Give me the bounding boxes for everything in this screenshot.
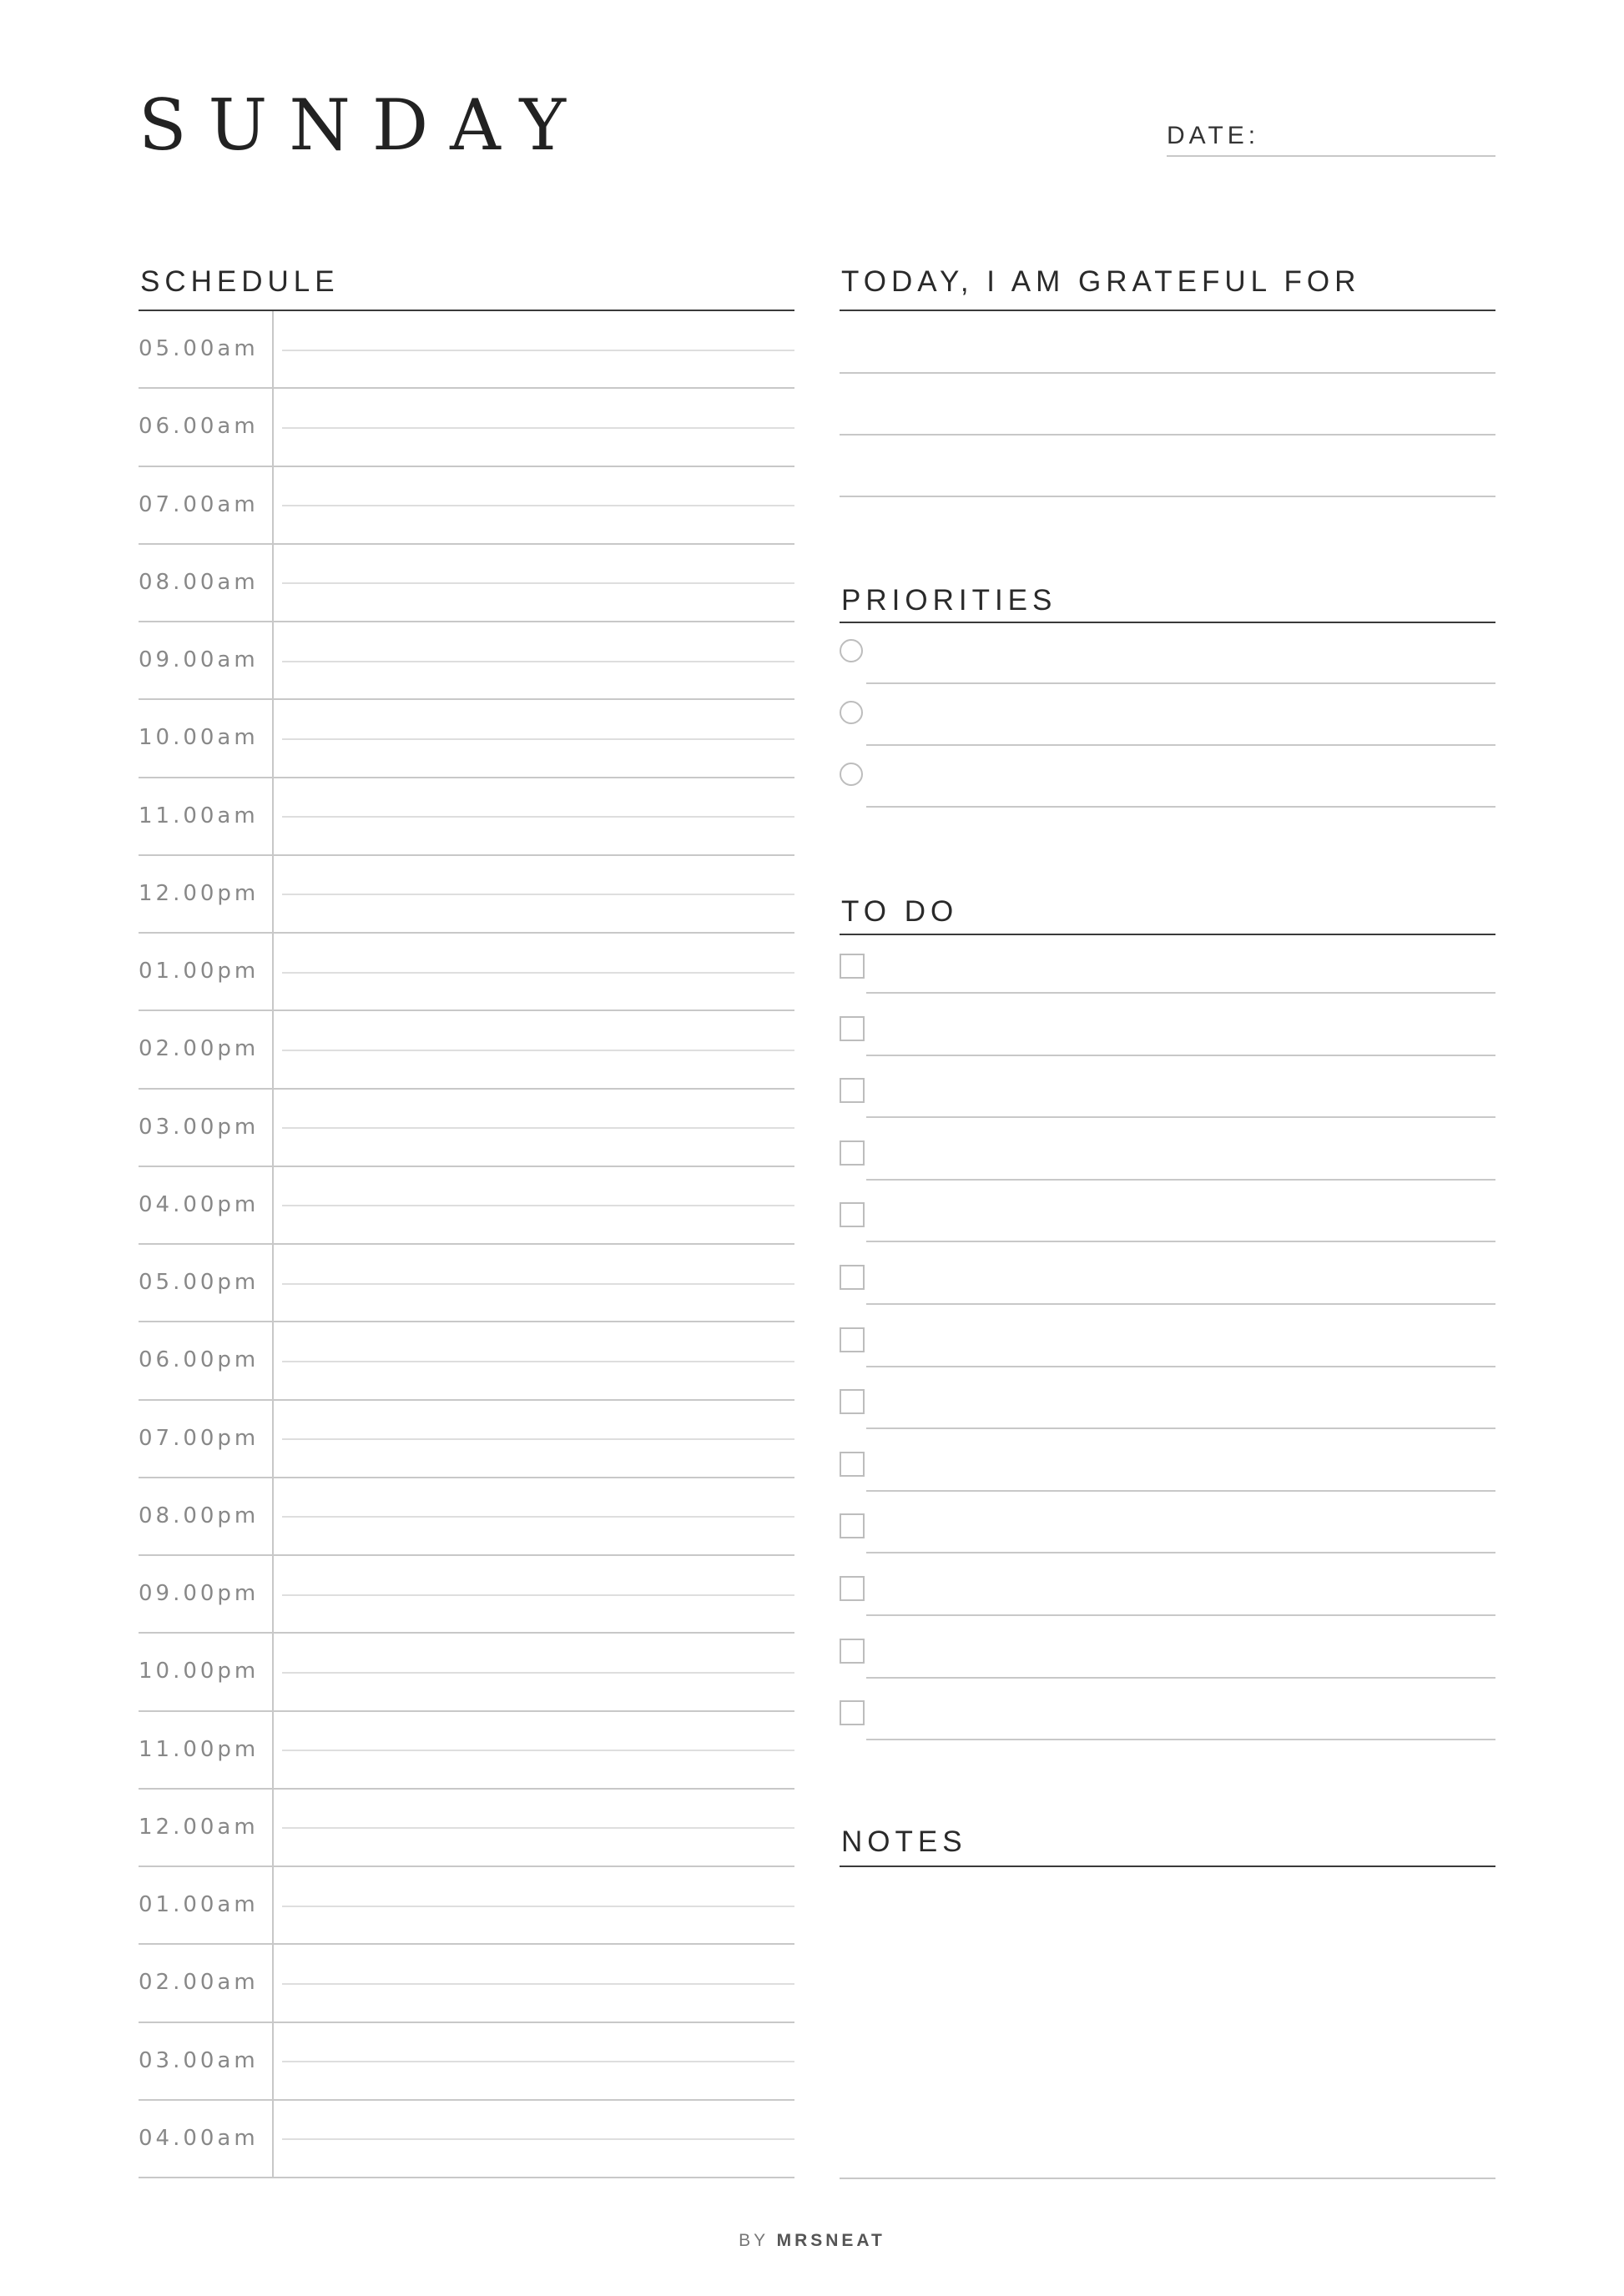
schedule-heading: SCHEDULE: [139, 265, 794, 311]
slot-half-line: [282, 1516, 794, 1518]
slot-half-line: [282, 582, 794, 584]
schedule-grid: [139, 311, 794, 2178]
slot-half-line: [282, 661, 794, 662]
todo-line[interactable]: [866, 1614, 1495, 1616]
slot-time-label: 08.00am: [139, 569, 259, 595]
slot-time-label: 02.00am: [139, 1970, 259, 1996]
schedule-slot[interactable]: [139, 467, 794, 545]
schedule-slot[interactable]: [139, 700, 794, 778]
slot-half-line: [282, 1672, 794, 1674]
date-label: DATE:: [1167, 122, 1260, 149]
todo-line[interactable]: [866, 1427, 1495, 1429]
slot-time-label: 05.00pm: [139, 1270, 260, 1295]
todo-checkbox[interactable]: [840, 1639, 865, 1664]
todo-line[interactable]: [866, 1739, 1495, 1740]
slot-time-label: 12.00am: [139, 1814, 259, 1840]
priority-line[interactable]: [866, 682, 1495, 684]
slot-time-label: 07.00pm: [139, 1425, 260, 1451]
schedule-slot[interactable]: [139, 2023, 794, 2101]
schedule-slot[interactable]: [139, 1790, 794, 1867]
schedule-slot[interactable]: [139, 622, 794, 700]
slot-half-line: [282, 427, 794, 429]
notes-heading: NOTES: [840, 1825, 1495, 1867]
slot-half-line: [282, 894, 794, 895]
slot-half-line: [282, 1906, 794, 1907]
slot-half-line: [282, 1438, 794, 1440]
slot-half-line: [282, 1205, 794, 1206]
slot-time-label: 04.00pm: [139, 1191, 260, 1217]
schedule-slot[interactable]: [139, 934, 794, 1011]
todo-checkbox[interactable]: [840, 1700, 865, 1725]
slot-time-label: 03.00am: [139, 2047, 259, 2073]
slot-half-line: [282, 1127, 794, 1129]
slot-half-line: [282, 1361, 794, 1362]
slot-half-line: [282, 816, 794, 818]
priority-circle-icon[interactable]: [840, 701, 863, 724]
todo-checkbox[interactable]: [840, 1078, 865, 1103]
priority-line[interactable]: [866, 744, 1495, 746]
todo-checkbox[interactable]: [840, 1452, 865, 1477]
schedule-slot[interactable]: [139, 1401, 794, 1478]
schedule-slot[interactable]: [139, 1712, 794, 1790]
slot-time-label: 11.00am: [139, 803, 259, 828]
slot-half-line: [282, 1050, 794, 1051]
slot-time-label: 09.00pm: [139, 1581, 260, 1606]
slot-half-line: [282, 505, 794, 506]
slot-half-line: [282, 2061, 794, 2062]
todo-line[interactable]: [866, 1677, 1495, 1679]
slot-time-label: 04.00am: [139, 2125, 259, 2151]
todo-line[interactable]: [866, 992, 1495, 994]
schedule-slot[interactable]: [139, 1090, 794, 1167]
priorities-heading: PRIORITIES: [840, 584, 1495, 623]
priority-circle-icon[interactable]: [840, 639, 863, 662]
grateful-line[interactable]: [840, 434, 1495, 436]
slot-half-line: [282, 738, 794, 740]
schedule-slot[interactable]: [139, 1167, 794, 1245]
schedule-slot[interactable]: [139, 1322, 794, 1400]
grateful-line[interactable]: [840, 372, 1495, 374]
slot-half-line: [282, 1750, 794, 1751]
slot-half-line: [282, 972, 794, 974]
schedule-slot[interactable]: [139, 311, 794, 389]
schedule-slot[interactable]: [139, 2101, 794, 2178]
schedule-slot[interactable]: [139, 778, 794, 856]
todo-line[interactable]: [866, 1116, 1495, 1118]
slot-half-line: [282, 1983, 794, 1985]
todo-checkbox[interactable]: [840, 1576, 865, 1601]
slot-time-label: 10.00pm: [139, 1659, 260, 1684]
todo-checkbox[interactable]: [840, 1140, 865, 1166]
slot-time-label: 01.00pm: [139, 959, 260, 984]
todo-checkbox[interactable]: [840, 954, 865, 979]
todo-line[interactable]: [866, 1303, 1495, 1305]
slot-time-label: 05.00am: [139, 336, 259, 361]
slot-time-label: 11.00pm: [139, 1736, 260, 1762]
notes-area[interactable]: [840, 1869, 1495, 2174]
footer-brand: MRSNEAT: [776, 2231, 885, 2250]
todo-line[interactable]: [866, 1490, 1495, 1492]
slot-time-label: 06.00pm: [139, 1347, 260, 1373]
slot-half-line: [282, 1827, 794, 1829]
todo-line[interactable]: [866, 1241, 1495, 1242]
slot-half-line: [282, 1283, 794, 1285]
slot-time-label: 02.00pm: [139, 1036, 260, 1062]
schedule-slot[interactable]: [139, 1945, 794, 2022]
todo-checkbox[interactable]: [840, 1327, 865, 1352]
notes-bottom-line: [840, 2178, 1495, 2179]
footer-by: BY: [739, 2231, 769, 2250]
slot-half-line: [282, 2138, 794, 2140]
todo-heading: TO DO: [840, 895, 1495, 935]
schedule-slot[interactable]: [139, 389, 794, 466]
page-title: SUNDAY: [139, 84, 588, 166]
slot-time-label: 03.00pm: [139, 1114, 260, 1140]
todo-checkbox[interactable]: [840, 1265, 865, 1290]
todo-line[interactable]: [866, 1366, 1495, 1367]
schedule-slot[interactable]: [139, 1245, 794, 1322]
slot-time-label: 06.00am: [139, 414, 259, 440]
slot-time-label: 10.00am: [139, 725, 259, 751]
footer-credit: [0, 2231, 1624, 2251]
schedule-slot[interactable]: [139, 1634, 794, 1711]
priority-line[interactable]: [866, 806, 1495, 808]
todo-line[interactable]: [866, 1552, 1495, 1553]
date-field[interactable]: [1167, 122, 1495, 157]
slot-time-label: 08.00pm: [139, 1503, 260, 1528]
todo-checkbox[interactable]: [840, 1513, 865, 1538]
slot-half-line: [282, 1594, 794, 1596]
slot-half-line: [282, 350, 794, 351]
todo-line[interactable]: [866, 1179, 1495, 1181]
schedule-slot[interactable]: [139, 1011, 794, 1089]
grateful-heading: TODAY, I AM GRATEFUL FOR: [840, 265, 1495, 311]
grateful-line[interactable]: [840, 496, 1495, 497]
slot-time-label: 07.00am: [139, 491, 259, 517]
schedule-slot[interactable]: [139, 856, 794, 934]
slot-time-label: 01.00am: [139, 1892, 259, 1917]
todo-checkbox[interactable]: [840, 1389, 865, 1414]
priority-circle-icon[interactable]: [840, 763, 863, 786]
todo-line[interactable]: [866, 1055, 1495, 1056]
slot-time-label: 12.00pm: [139, 880, 260, 906]
schedule-slot[interactable]: [139, 1556, 794, 1634]
slot-time-label: 09.00am: [139, 647, 259, 672]
schedule-slot[interactable]: [139, 1478, 794, 1556]
todo-checkbox[interactable]: [840, 1016, 865, 1041]
schedule-slot[interactable]: [139, 545, 794, 622]
todo-checkbox[interactable]: [840, 1202, 865, 1227]
schedule-slot[interactable]: [139, 1867, 794, 1945]
